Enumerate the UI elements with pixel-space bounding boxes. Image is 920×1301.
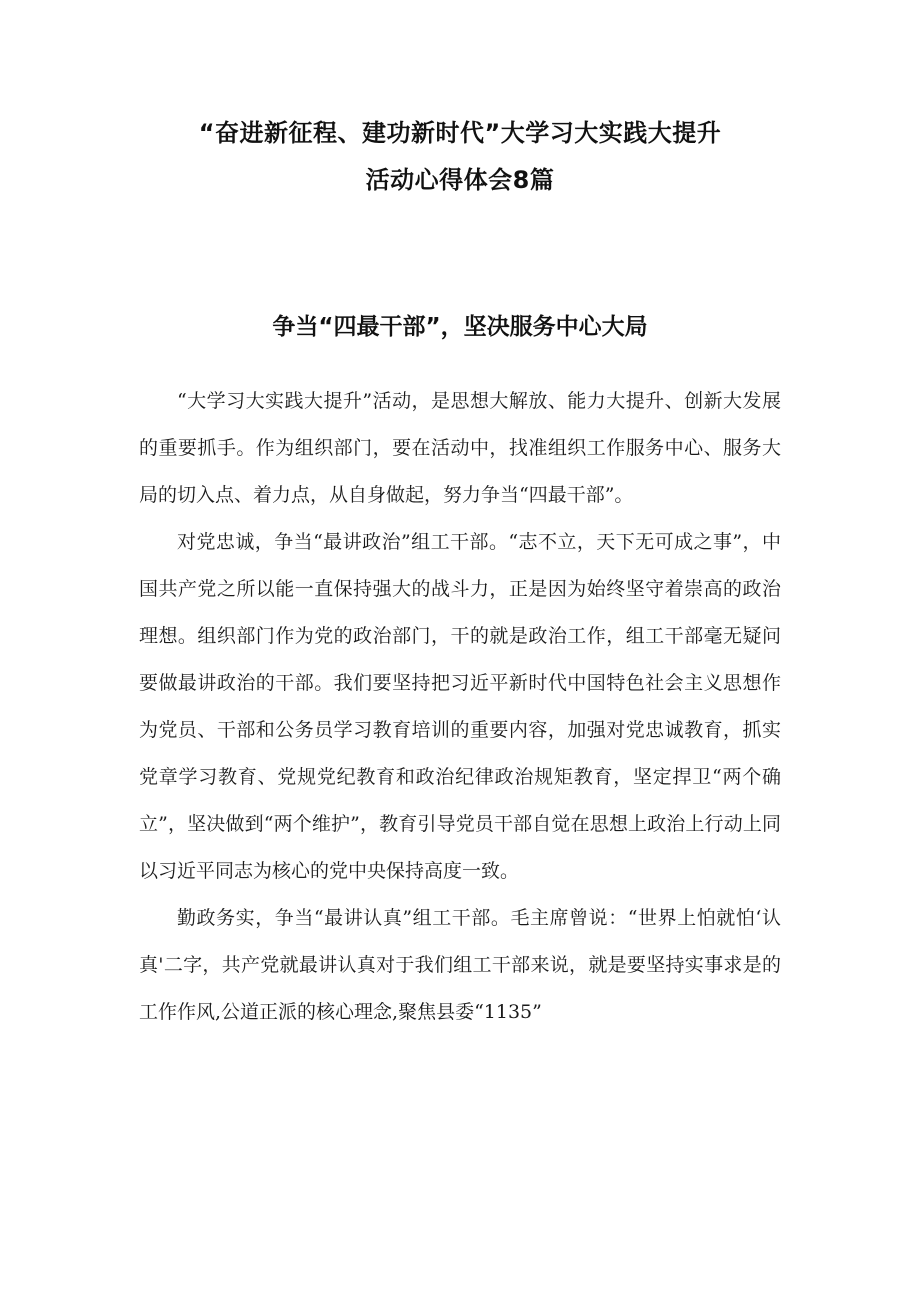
paragraph-diligence: 勤政务实，争当“最讲认真”组工干部。毛主席曾说：“世界上怕就怕‘认真'二字，共产党就最讲认真对于我们组工干部来说，就是要坚持实事求是的工作作风,公道正派的核心理念,聚焦县委“1135” [139, 907, 781, 1023]
paragraph-intro: “大学习大实践大提升”活动，是思想大解放、能力大提升、创新大发展的重要抓手。作为组织部门，要在活动中，找准组织工作服务中心、服务大局的切入点、着力点，从自身做起，努力争当“四最干部”。 [139, 390, 781, 506]
paragraph-loyalty: 对党忠诚，争当“最讲政治”组工干部。“志不立，天下无可成之事”，中国共产党之所以能一直保持强大的战斗力，正是因为始终坚守着崇高的政治理想。组织部门作为党的政治部门，干的就是政治工作，组工干部毫无疑问要做最讲政治的干部。我们要坚持把习近平新时代中国特色社会主义思想作为党员、干部和公务员学习教育培训的重要内容，加强对党忠诚教育，抓实党章学习教育、党规党纪教育和政治纪律政治规矩教育，坚定捍卫“两个确立”，坚决做到“两个维护”，教育引导党员干部自觉在思想上政治上行动上同以习近平同志为核心的党中央保持高度一致。 [139, 531, 781, 882]
section-title: 争当“四最干部”，坚决服务中心大局 [272, 314, 648, 340]
document-title-line-1: “奋进新征程、建功新时代”大学习大实践大提升 [198, 119, 722, 147]
document-body [139, 378, 781, 1036]
document-title-line-2: 活动心得体会8篇 [365, 166, 555, 194]
